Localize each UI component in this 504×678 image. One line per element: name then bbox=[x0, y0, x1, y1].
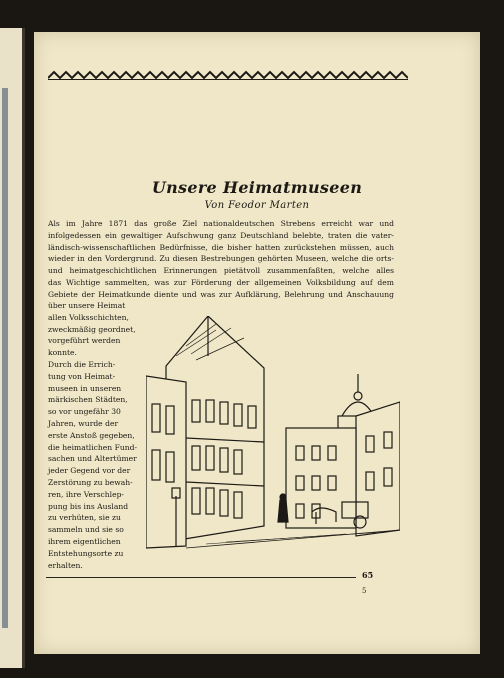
text-line: über unsere Heimat bbox=[48, 301, 126, 310]
article-title: Unsere Heimatmuseen bbox=[151, 178, 363, 197]
street-scene-illustration bbox=[146, 316, 400, 550]
text-line: Gebiete der Heimatkunde diente und was zur Aufklärung, Belehrung und Anschauung bbox=[48, 289, 394, 299]
text-line: Jahren, wurde der bbox=[48, 418, 119, 428]
text-line: ländisch-wissenschaftlichen Bedürfnisse, die bisher hatten zurückstehen müssen, auch bbox=[48, 242, 394, 252]
text-line: zweckmäßig geordnet, bbox=[48, 324, 136, 334]
text-line: infolgedessen ein gewaltiger Aufschwung ganz Deutschland belebte, traten die vater- bbox=[48, 230, 394, 240]
text-line: und heimatgeschichtlichen Erinnerungen pietätvoll zusammenfaßten, welche alles bbox=[48, 266, 394, 276]
text-line: erhalten. bbox=[48, 560, 83, 570]
text-line: allen Volksschichten, bbox=[48, 312, 129, 322]
text-line: Zerstörung zu bewah- bbox=[48, 477, 133, 487]
text-line: sachen und Altertümer bbox=[48, 454, 137, 464]
text-line: sammeln und sie so bbox=[48, 525, 124, 535]
text-line: Durch die Errich- bbox=[48, 359, 116, 369]
text-line: zu verhüten, sie zu bbox=[48, 513, 121, 523]
text-line: konnte. bbox=[48, 348, 77, 358]
article-intro-paragraph bbox=[48, 218, 394, 301]
magazine-page bbox=[34, 32, 480, 654]
text-line: wieder in den Vordergrund. Zu diesen Bestrebungen gehörten Museen, welche die orts- bbox=[48, 254, 394, 264]
page-number: 65 bbox=[362, 570, 374, 580]
text-line: erste Anstoß gegeben, bbox=[48, 430, 135, 440]
text-line: museen in unseren bbox=[48, 383, 122, 393]
text-line: Als im Jahre 1871 das große Ziel nationaldeutschen Strebens erreicht war und bbox=[48, 219, 394, 228]
text-line: märkischen Städten, bbox=[48, 395, 128, 405]
text-line: pung bis ins Ausland bbox=[48, 501, 129, 511]
text-line: vorgeführt werden bbox=[48, 336, 121, 346]
text-line: ihrem eigentlichen bbox=[48, 536, 121, 546]
text-line: tung von Heimat- bbox=[48, 371, 116, 381]
article-byline: Von Feodor Marten bbox=[204, 200, 310, 211]
text-line: ren, ihre Verschlep- bbox=[48, 489, 124, 499]
footer-rule bbox=[46, 577, 356, 578]
text-line: Entstehungsorte zu bbox=[48, 548, 124, 558]
text-line: jeder Gegend vor der bbox=[48, 466, 131, 476]
text-line: das Wichtige sammelten, was zur Förderung der allgemeinen Volksbildung auf dem bbox=[48, 277, 394, 287]
adjacent-page-edge bbox=[0, 28, 25, 668]
decorative-zigzag-border bbox=[48, 70, 408, 80]
article-column-text bbox=[48, 300, 148, 571]
adjacent-page-illustration bbox=[2, 88, 8, 628]
text-line: so vor ungefähr 30 bbox=[48, 407, 121, 417]
text-line: die heimatlichen Fund- bbox=[48, 442, 138, 452]
signature-mark: 5 bbox=[362, 587, 367, 595]
